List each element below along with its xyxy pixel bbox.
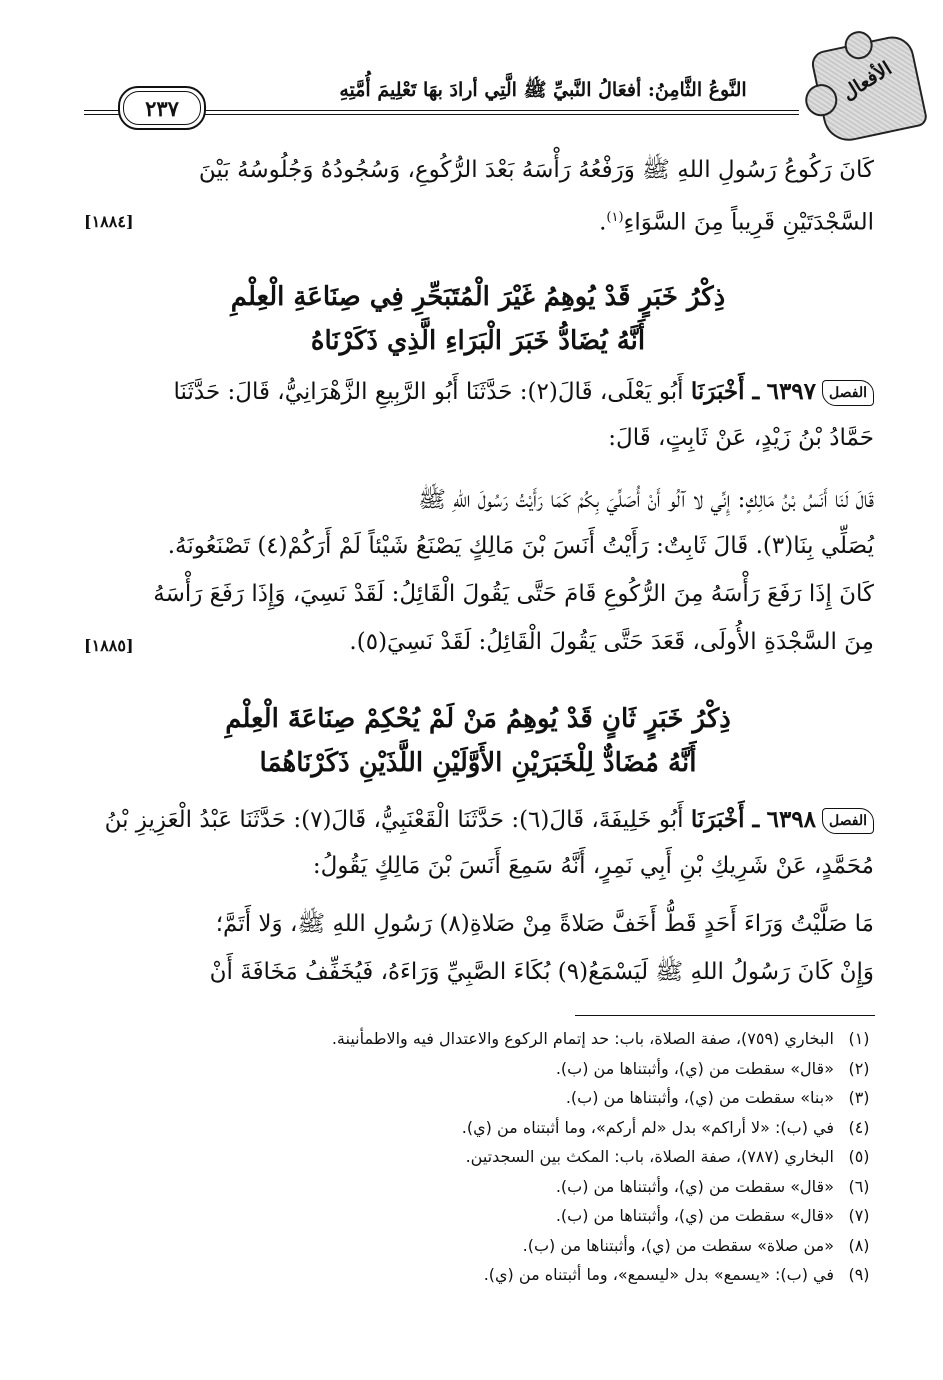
footnote-item	[82, 1260, 872, 1290]
hadith-6397-matn-line-2: يُصَلِّي بِنَا(٣). قَالَ ثَابِتٌ: رَأَيْتُ أَنَسَ بْنَ مَالِكٍ يَصْنَعُ شَيْئاً لَمْ أَرَكُمْ(٤) تَصْنَعُونَهُ.	[167, 533, 874, 559]
fasl-badge-icon: الفصل	[822, 808, 874, 834]
footnote-item	[82, 1054, 872, 1084]
footnote-number: (٧)	[848, 1206, 870, 1225]
footnote-number: (٢)	[848, 1058, 870, 1078]
hadith-number: ٦٣٩٧	[766, 378, 817, 405]
footnote-item	[82, 1172, 872, 1202]
intro-line-2-text: السَّجْدَتَيْنِ قَرِيباً مِنَ السَّوَاءِ	[623, 209, 874, 236]
footnote-item	[82, 1231, 872, 1261]
footnote-text: «قال» سقطت من (ي)، وأثبتناها من (ب).	[555, 1206, 834, 1225]
footnote-text: «قال» سقطت من (ي)، وأثبتناها من (ب).	[555, 1058, 834, 1078]
hadith-reference-number: [١٨٨٤]	[84, 212, 134, 231]
footnote-number: (٨)	[848, 1235, 870, 1255]
section-title-line-2: أَنَّهُ يُضَادُّ خَبَرَ الْبَرَاءِ الَّذِي ذَكَرْنَاهُ	[310, 326, 646, 356]
section-title-line-1: ذِكْرُ خَبَرٍ ثَانٍ قَدْ يُوهِمُ مَنْ لَمْ يُحْكِمْ صِنَاعَةَ الْعِلْمِ	[225, 704, 731, 734]
hadith-6397-matn-line-3: كَانَ إِذَا رَفَعَ رَأْسَهُ مِنَ الرُّكُوعِ قَامَ حَتَّى يَقُولَ الْقَائِلُ: لَقَدْ نَسِيَ، وَإِذَا رَفَعَ رَأْسَهُ	[153, 581, 874, 607]
footnote-text: البخاري (٧٥٩)، صفة الصلاة، باب: حد إتمام الركوع والاعتدال فيه والاطمأنينة.	[331, 1029, 834, 1048]
footnote-number: (٩)	[848, 1265, 870, 1284]
footnote-text: «بنا» سقطت من (ي)، وأثبتناها من (ب).	[565, 1088, 834, 1107]
running-header-title: النَّوعُ الثَّامِنُ: أفعَالُ النَّبيِّ ﷺ الَّتِي أرادَ بهَا تَعْلِيمَ أُمَّتِهِ	[339, 79, 747, 101]
page-number: ٢٣٧	[145, 95, 179, 121]
chapter-tab-label: الأفعال	[838, 57, 896, 105]
footnote-item	[82, 1024, 872, 1054]
intro-line-1: كَانَ رَكُوعُ رَسُولِ اللهِ ﷺ وَرَفْعُهُ رَأْسَهُ بَعْدَ الرُّكُوعِ، وَسُجُودُهُ وَجُلُوسُهُ بَيْنَ	[198, 157, 874, 183]
footnote-number: (٥)	[848, 1147, 870, 1166]
hadith-6398-isnad-line-1	[82, 800, 874, 840]
footnote-text: «من صلاة» سقطت من (ي)، وأثبتناها من (ب).	[522, 1235, 834, 1255]
hadith-6397-matn-line-1: قَالَ لَنَا أَنَسُ بْنُ مَالِكٍ: إِنِّي لا آلُو أَنْ أُصَلِّيَ بِكُمْ كَمَا رَأَيْتُ رَسُولَ اللهِ ﷺ	[418, 487, 874, 513]
footnote-item	[82, 1113, 872, 1143]
footnote-item	[82, 1201, 872, 1231]
footnote-marker: (١)	[606, 210, 624, 225]
footnote-text: «قال» سقطت من (ي)، وأثبتناها من (ب).	[555, 1176, 834, 1196]
akhbarana-label: ـ أَخْبَرَنَا	[690, 378, 760, 405]
hadith-6398-matn-line-1: مَا صَلَّيْتُ وَرَاءَ أَحَدٍ قَطُّ أَخَفَّ صَلاةً مِنْ صَلاةِ(٨) رَسُولِ اللهِ ﷺ، وَلا أَتَمَّ؛	[215, 911, 874, 937]
page-number-frame	[118, 86, 206, 130]
hadith-6398-matn-line-2: وَإِنْ كَانَ رَسُولُ اللهِ ﷺ لَيَسْمَعُ(٩) بُكَاءَ الصَّبِيِّ وَرَاءَهُ، فَيُخَفِّفُ مَخَافَةَ أَنْ	[209, 959, 874, 985]
footnote-number: (٦)	[848, 1176, 870, 1196]
fasl-badge-icon: الفصل	[822, 380, 874, 406]
section-title-line-1: ذِكْرُ خَبَرٍ قَدْ يُوهِمُ غَيْرَ الْمُتَبَحِّرِ فِي صِنَاعَةِ الْعِلْمِ	[230, 282, 726, 312]
akhbarana-label: ـ أَخْبَرَنَا	[690, 806, 760, 833]
intro-line-2-end: .	[599, 209, 607, 236]
hadith-6397-isnad-line-2: حَمَّادُ بْنُ زَيْدٍ، عَنْ ثَابِتٍ، قَالَ:	[608, 425, 874, 451]
hadith-number: ٦٣٩٨	[766, 806, 817, 833]
section-title-line-2: أَنَّهُ مُضَادٌّ لِلْخَبَرَيْنِ الأَوَّلَيْنِ اللَّذَيْنِ ذَكَرْنَاهُمَا	[259, 748, 697, 778]
footnote-number: (١)	[848, 1029, 870, 1048]
footnotes	[82, 1024, 872, 1290]
footnote-text: البخاري (٧٨٧)، صفة الصلاة، باب: المكث بين السجدتين.	[465, 1147, 834, 1166]
hadith-reference-number: [١٨٨٥]	[84, 636, 134, 655]
footnote-text: في (ب): «لا أراكم» بدل «لم أركم»، وما أثبتناه من (ي).	[461, 1117, 834, 1137]
footnote-item	[82, 1083, 872, 1113]
intro-line-2	[82, 198, 874, 243]
hadith-6397-isnad-line-1	[82, 372, 874, 412]
footnote-number: (٣)	[848, 1088, 870, 1107]
isnad-text: أَبُو يَعْلَى، قَالَ(٢): حَدَّثَنَا أَبُو الرَّبِيعِ الزَّهْرَانِيُّ، قَالَ: حَدَّثَنَا	[173, 379, 684, 405]
footnote-number: (٤)	[848, 1117, 870, 1137]
footnote-separator	[575, 1015, 875, 1016]
footnote-item	[82, 1142, 872, 1172]
hadith-6398-isnad-line-2: مُحَمَّدٍ، عَنْ شَرِيكِ بْنِ أَبِي نَمِرٍ، أَنَّهُ سَمِعَ أَنَسَ بْنَ مَالِكٍ يَقُولُ:	[312, 853, 874, 879]
footnote-text: في (ب): «يسمع» بدل «ليسمع»، وما أثبتناه من (ي).	[483, 1265, 834, 1284]
hadith-6397-matn-line-4: مِنَ السَّجْدَةِ الأُولَى، قَعَدَ حَتَّى يَقُولَ الْقَائِلُ: لَقَدْ نَسِيَ(٥).	[349, 629, 874, 655]
isnad-text: أَبُو خَلِيفَةَ، قَالَ(٦): حَدَّثَنَا الْقَعْنَبِيُّ، قَالَ(٧): حَدَّثَنَا عَبْدُ الْعَزِيزِ بْنُ	[104, 807, 684, 833]
